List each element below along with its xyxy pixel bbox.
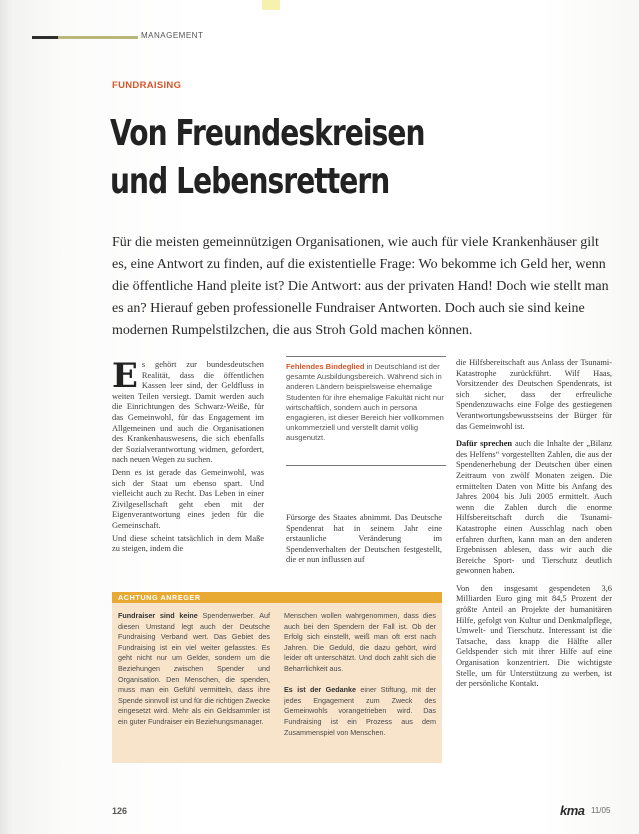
magazine-logo: kma [560,803,585,818]
infobox-lead-2: Es ist der Gedanke [284,685,356,695]
col3-subhead: Dafür sprechen [456,439,513,449]
section-header [32,31,622,42]
drop-cap: E [112,356,138,396]
infobox-column-1 [118,611,270,728]
body-column-2: Fürsorge des Staates abnimmt. Das Deutsche Spendenrat hat in seinem Jahr eine erstaunliche Veränderung im Spendenverhalten der Deutschen festgestellt, die er nun influssen auf [286,513,442,565]
body-column-3 [456,358,612,697]
infobox-column-2 [284,611,436,738]
issue-number: 11/05 [591,806,611,815]
title-line-2: und Lebensrettern [110,161,390,202]
sidebar-text: in Deutschland ist der gesamte Ausbildungsbereich. Während sich in anderen Ländern beispielsweise ehemalige Studenten für ihre ehemalige Fakultät nicht nur wirtschaftlich, sondern auch in persona engagieren, ist dieser Bereich hier vollkommen unkommerziell und verstellt damit völlig ausgenutzt. [286,362,444,443]
page-number: 126 [112,806,128,816]
sidebar-bottom-rule [286,465,446,466]
article-kicker: FUNDRAISING [112,80,182,91]
section-label: MANAGEMENT [141,31,204,40]
infobox-text-1: Spendenwerber. Auf diesen Umstand legt auch der Deutsche Fundraising Verband wert. Das Gebiet des Fundraising ist ein viel weiter gefasstes. Es geht nicht nur um Gelder, sondern um die Beziehungen zwischen Spender und Organisation. Den Menschen, die spenden, muss man ein Gefühl vermitteln, dass ihre Spende sinnvoll ist und für die richtigen Zwecke eingesetzt wird. Mehr als ein Geldsammler ist ein guter Fundraiser ein Beziehungsmanager. [118,611,271,726]
article-intro: Für die meisten gemeinnützigen Organisationen, wie auch für viele Krankenhäuser gilt es, eine Antwort zu finden, auf die existentielle Frage: Wo bekomme ich Geld her, wenn die öffentliche Hand pleite ist? Die Antwort: aus der privaten Hand! Doch wie stellt man es an? Hierauf geben professionelle Fundraiser Antworten. Doch auch sie sind keine modernen Rumpelstilzchen, die aus Stroh Gold machen können. [112,235,609,338]
title-line-1: Von Freundeskreisen [110,113,425,154]
sidebar-note [286,362,446,444]
col1-paragraph-1: s gehört zur bundesdeutschen Realität, dass die öffentlichen Kassen leer sind, der Geldfluss in weiten Teilen versiegt. Damit werden auch die Einrichtungen des Schwarz-Weiße, für das Gemeinwohl, für das Engagement im Allgemeinen und auch die Organisationen des Krankenhauswesens, die sich ebenfalls der Sozialverantwortung widmen, gefordert, nach neuen Wegen zu suchen. [112,360,264,465]
sidebar-top-rule [286,356,446,357]
col1-paragraph-3: Und diese scheint tatsächlich in dem Maße zu steigen, indem die [112,533,264,554]
infobox [112,603,442,763]
sidebar-lead: Fehlendes Bindeglied [286,362,365,371]
article-title [110,110,438,206]
section-bar [32,36,58,39]
infobox-header: ACHTUNG ANREGER [118,593,201,602]
col3-paragraph-2 [456,439,612,577]
page-spine-shadow [0,0,14,834]
col1-paragraph-2: Denn es ist gerade das Gemeinwohl, was sich der Staat um ebenso spart. Und vielleicht auch zu Recht. Das Leben in einer Zivilgesellschaft geht eben mit der Eigenverantwortung eines jeden für die Gemeinschaft. [112,467,264,530]
section-accent-bar [58,36,138,39]
col3-paragraph-3: Von den insgesamt gespendeten 3,6 Milliarden Euro ging mit 84,5 Prozent der größte Anteil an Projekte der humanitären Hilfe, gefolgt von Kultur und Denkmalpflege, Umwelt- und Tierschutz. Interessant ist die Tatsache, dass knapp die Hälfte aller Geldspender sich mit ihrer Hilfe auf eine Organisation konzentriert. Die wichtigste Stelle, um für Unterstützung zu werben, ist der persönliche Kontakt. [456,583,612,689]
col3-paragraph-1: die Hilfsbereitschaft aus Anlass der Tsunami-Katastrophe zurückführt. Wilf Haas, Vorsitzender des Deutschen Spendenrats, ist sich sicher, dass der erfreuliche Spendenzuwachs eine Folge des gestiegenen Verantwortungsbewusstseins der Bürger für das Gemeinwohl ist. [456,358,612,431]
infobox-lead: Fundraiser sind keine [118,611,198,620]
tape-strip [262,0,280,10]
body-column-1 [112,356,264,557]
infobox-header-bar [112,592,442,603]
col3-paragraph-2-text: auch die Inhalte der „Bilanz des Helfens“ vorgestellten Zahlen, die aus der Spendenerhebung der Deutschen über einen Zeitraum von zwölf Monaten zeigen. Die ermittelten Daten von Mitte bis Anfang des Jahres 2004 bis Juli 2005 ermittelt. Auch wenn die Zahlen durch die enorme Hilfsbereitschaft durch die Tsunami-Katastrophe einen Ausschlag nach oben erfahren durften, kann man an den anderen Ergebnissen ablesen, dass wir auch die Bereiche Sport- und Tierschutz deutlich gewonnen haben. [456,439,612,576]
infobox-text-3: einer Stiftung, mit der jedes Engagement zum Zweck des Gemeinwohls vorangetrieben wird. Das Fundraising ist ein Prozess aus dem Zusammenspiel von Menschen. [284,685,436,737]
infobox-text-2: Menschen wollen wahrgenommen, dass dies auch bei den Spendern der Fall ist. Ob der Erfolg sich einstellt, weiß man oft erst nach Jahren. Die Geduld, die dazu gehört, wird leider oft unterschätzt. Und doch zahlt sich die Beharrlichkeit aus. [284,611,436,673]
